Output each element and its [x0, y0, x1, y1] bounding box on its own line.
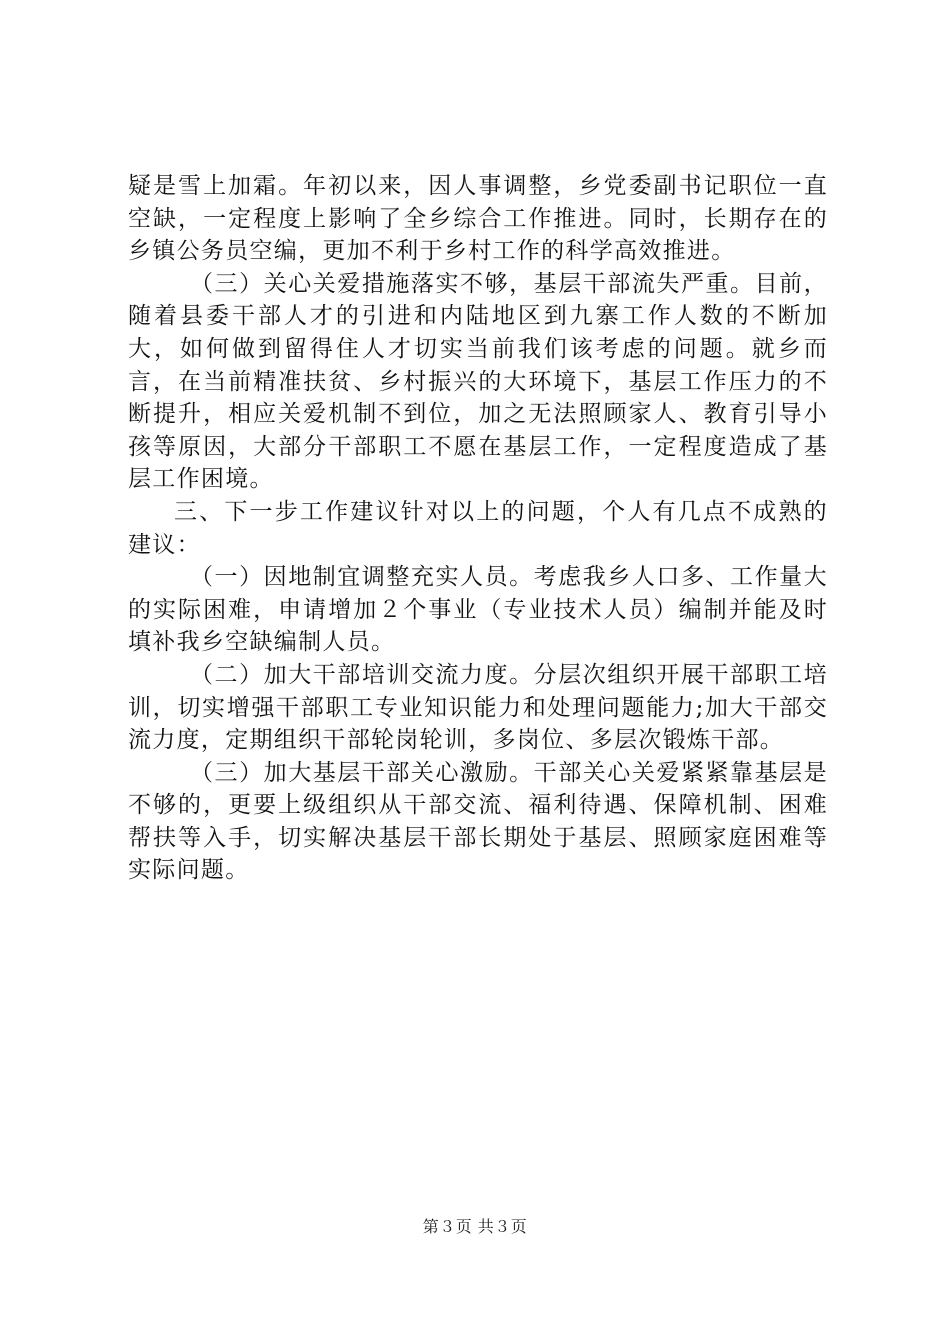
- page-number-footer: 第３页 共３页: [422, 1217, 528, 1236]
- paragraph-continuation: 疑是雪上加霜。年初以来，因人事调整，乡党委副书记职位一直空缺，一定程度上影响了全乡综合工作推进。同时，长期存在的乡镇公务员空编，更加不利于乡村工作的科学高效推进。: [128, 173, 828, 265]
- paragraph-suggestion-3: （三）加大基层干部关心激励。干部关心关爱紧紧靠基层是不够的，更要上级组织从干部交流、福利待遇、保障机制、困难帮扶等入手，切实解决基层干部长期处于基层、照顾家庭困难等实际问题。: [128, 759, 828, 884]
- document-body: [128, 170, 828, 887]
- paragraph-section-3-care: （三）关心关爱措施落实不够，基层干部流失严重。目前，随着县委干部人才的引进和内陆地区到九寨工作人数的不断加大，如何做到留得住人才切实当前我们该考虑的问题。就乡而言，在当前精准扶贫、乡村振兴的大环境下，基层工作压力的不断提升，相应关爱机制不到位，加之无法照顾家人、教育引导小孩等原因，大部分干部职工不愿在基层工作，一定程度造成了基层工作困境。: [128, 270, 828, 493]
- paragraph-suggestion-1: （一）因地制宜调整充实人员。考虑我乡人口多、工作量大的实际困难，申请增加２个事业（专业技术人员）编制并能及时填补我乡空缺编制人员。: [128, 564, 828, 656]
- paragraph-heading-next-steps: 三、下一步工作建议针对以上的问题，个人有几点不成熟的建议：: [128, 498, 828, 558]
- paragraph-suggestion-2: （二）加大干部培训交流力度。分层次组织开展干部职工培训，切实增强干部职工专业知识能力和处理问题能力;加大干部交流力度，定期组织干部轮岗轮训，多岗位、多层次锻炼干部。: [128, 661, 828, 754]
